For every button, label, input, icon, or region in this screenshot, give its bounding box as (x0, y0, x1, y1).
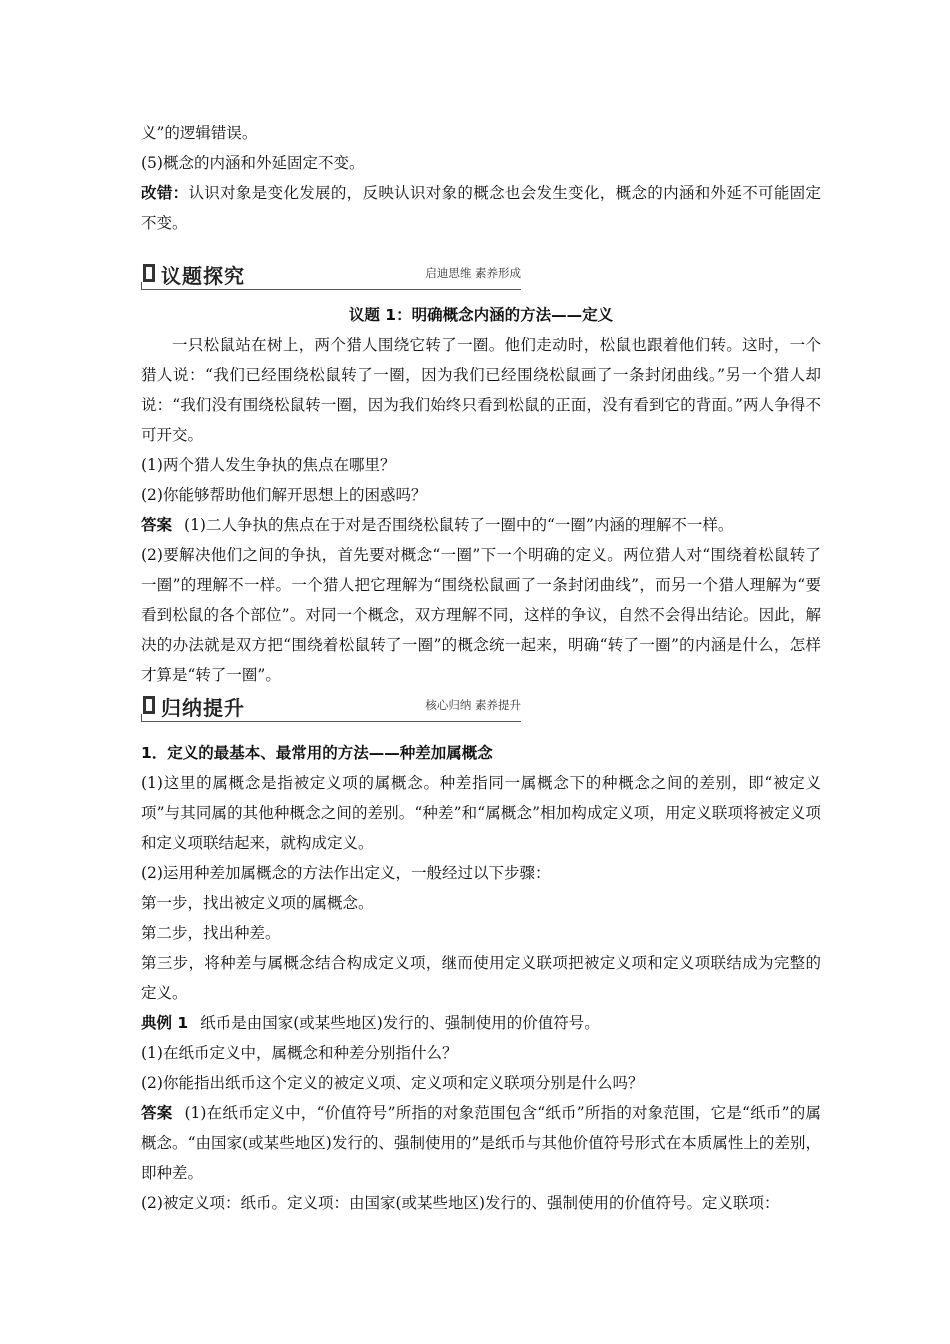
section-subtitle: 启迪思维 素养形成 (425, 266, 521, 280)
answer-text: (1)在纸币定义中，“价值符号”所指的对象范围包含“纸币”所指的对象范围，它是“纸币”的属概念。“由国家(或某些地区)发行的、强制使用的”是纸币与其他价值符号形式在本质属性上的差别，即种差。 (141, 1104, 821, 1182)
step-3: 第三步，将种差与属概念结合构成定义项，继而使用定义联项把被定义项和定义项联结成为完整的定义。 (141, 954, 821, 1002)
example-answer-1 (141, 1098, 821, 1188)
question-2: (2)你能够帮助他们解开思想上的困惑吗？ (141, 486, 427, 504)
section-flag-icon (143, 696, 155, 714)
example-1 (141, 1008, 821, 1038)
step-1: 第一步，找出被定义项的属概念。 (141, 894, 374, 912)
section-header-explore (141, 260, 521, 290)
example-question-2: (2)你能指出纸币这个定义的被定义项、定义项和定义联项分别是什么吗？ (141, 1074, 644, 1092)
topic-story: 一只松鼠站在树上，两个猎人围绕它转了一圈。他们走动时，松鼠也跟着他们转。这时，一个猎人说：“我们已经围绕松鼠转了一圈，因为我们已经围绕松鼠画了一条封闭曲线。”另一个猎人却说：“我们没有围绕松鼠转一圈，因为我们始终只看到松鼠的正面，没有看到它的背面。”两人争得不可开交。 (141, 336, 821, 444)
section-title: 议题探究 (161, 264, 245, 288)
summary-paragraph-1: (1)这里的属概念是指被定义项的属概念。种差指同一属概念下的种概念之间的差别，即“被定义项”与其同属的其他种概念之间的差别。“种差”和“属概念”相加构成定义项，用定义联项将被定义项和定义项联结起来，就构成定义。 (141, 774, 821, 852)
summary-paragraph-2: (2)运用种差加属概念的方法作出定义，一般经过以下步骤： (141, 864, 551, 882)
answer-label: 答案 (141, 516, 173, 534)
answer-2: (2)要解决他们之间的争执，首先要对概念“一圈”下一个明确的定义。两位猎人对“围绕着松鼠转了一圈”的理解不一样。一个猎人把它理解为“围绕松鼠画了一条封闭曲线”，而另一个猎人理解为“要看到松鼠的各个部位”。对同一个概念，双方理解不同，这样的争议，自然不会得出结论。因此，解决的办法就是双方把“围绕着松鼠转了一圈”的概念统一起来，明确“转了一圈”的内涵是什么，怎样才算是“转了一圈”。 (141, 546, 821, 684)
correction-label: 改错： (141, 184, 189, 202)
answer-text: (1)二人争执的焦点在于对是否围绕松鼠转了一圈中的“一圈”内涵的理解不一样。 (184, 516, 734, 534)
answer-label: 答案 (141, 1104, 173, 1122)
summary-heading: 1．定义的最基本、最常用的方法——种差加属概念 (141, 744, 493, 762)
example-label: 典例 1 (141, 1014, 189, 1032)
example-answer-2: (2)被定义项：纸币。定义项：由国家(或某些地区)发行的、强制使用的价值符号。定义联项： (141, 1194, 780, 1212)
answer-1 (141, 510, 821, 540)
section-rule-corner (141, 282, 142, 290)
section-subtitle: 核心归纳 素养提升 (425, 698, 521, 712)
section-flag-icon (143, 264, 155, 282)
section-rule (141, 721, 521, 722)
section-title: 归纳提升 (161, 696, 245, 720)
text-line: (5)概念的内涵和外延固定不变。 (141, 154, 365, 172)
text-line: 义”的逻辑错误。 (141, 124, 258, 142)
document-page (141, 118, 821, 1218)
section-rule (141, 289, 521, 290)
example-text: 纸币是由国家(或某些地区)发行的、强制使用的价值符号。 (200, 1014, 600, 1032)
step-2: 第二步，找出种差。 (141, 924, 281, 942)
section-rule-corner (141, 714, 142, 722)
correction-text: 认识对象是变化发展的，反映认识对象的概念也会发生变化，概念的内涵和外延不可能固定不变。 (141, 184, 821, 232)
question-1: (1)两个猎人发生争执的焦点在哪里？ (141, 456, 396, 474)
correction-paragraph (141, 178, 821, 238)
topic-heading: 议题 1：明确概念内涵的方法——定义 (348, 306, 614, 324)
example-question-1: (1)在纸币定义中，属概念和种差分别指什么？ (141, 1044, 458, 1062)
section-header-summary (141, 692, 521, 722)
